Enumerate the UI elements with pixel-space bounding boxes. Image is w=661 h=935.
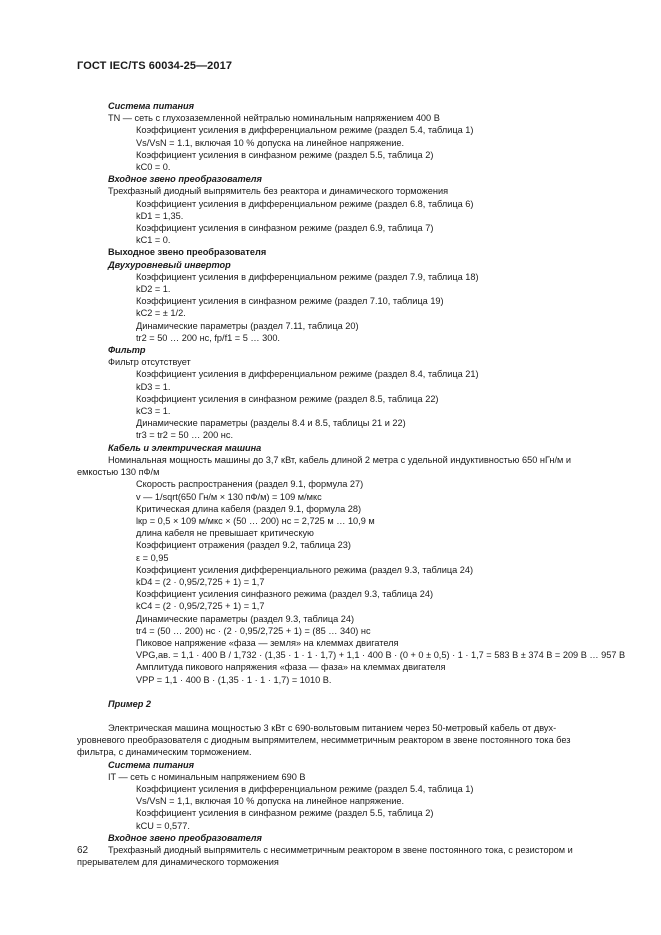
- text-line: TN — сеть с глухозаземленной нейтралью номинальным напряжением 400 В: [108, 113, 440, 124]
- section-heading: Система питания: [108, 101, 195, 111]
- text-line: Динамические параметры (раздел 7.11, таблица 20): [136, 320, 359, 331]
- section-heading: Входное звено преобразователя: [108, 174, 262, 185]
- text-line: емкостью 130 пФ/м: [77, 467, 160, 478]
- text-line: прерывателем для динамического торможения: [77, 857, 279, 868]
- text-line: lкр = 0,5 × 109 м/мкс × (50 … 200) нс = 2,725 м … 10,9 м: [136, 515, 375, 526]
- text-line: Коэффициент усиления в синфазном режиме (раздел 7.10, таблица 19): [136, 296, 444, 307]
- text-line: VPG,ав. = 1,1 · 400 В / 1,732 · (1,35 · 1 · 1 · 1,7) + 1,1 · 400 В · (0 + 0 ± 0,5) · 1 · 1,7 = 583 В ± 374 В = 209 В … 957 В: [136, 650, 626, 661]
- text-line: tr2 = 50 … 200 нс, fp/f1 = 5 … 300.: [136, 332, 280, 343]
- section-heading: Система питания: [108, 759, 195, 770]
- text-line: Коэффициент усиления в дифференциальном режиме (раздел 7.9, таблица 18): [136, 271, 479, 282]
- text-line: kD4 = (2 · 0,95/2,725 + 1) = 1,7: [136, 576, 265, 587]
- text-line: kC2 = ± 1/2.: [136, 308, 186, 319]
- text-line: kCU = 0,577.: [136, 820, 190, 831]
- text-line: kD3 = 1.: [136, 381, 171, 392]
- spacer: [77, 710, 617, 722]
- text-line: Коэффициент усиления в синфазном режиме (раздел 8.5, таблица 22): [136, 393, 439, 404]
- text-line: Фильтр отсутствует: [108, 357, 191, 368]
- text-line: Vs/VsN = 1.1, включая 10 % допуска на линейное напряжение.: [136, 137, 405, 148]
- text-line: Электрическая машина мощностью 3 кВт с 690-вольтовым питанием через 50-метровый кабель от двух-: [108, 722, 557, 733]
- text-line: VPP = 1,1 · 400 В · (1,35 · 1 · 1 · 1,7) = 1010 В.: [136, 674, 332, 685]
- text-line: IT — сеть с номинальным напряжением 690 В: [108, 771, 306, 782]
- text-line: Коэффициент усиления в дифференциальном режиме (раздел 5.4, таблица 1): [136, 783, 474, 794]
- section-heading: Пример 2: [108, 698, 152, 709]
- text-line: Трехфазный диодный выпрямитель с несимметричным реактором в звене постоянного тока, с резистором и: [108, 844, 573, 855]
- text-line: Коэффициент усиления в дифференциальном режиме (раздел 5.4, таблица 1): [136, 125, 474, 136]
- text-line: уровневого преобразователя с диодным выпрямителем, несимметричным реактором в звене постоянного тока без: [77, 735, 571, 746]
- page-number: 62: [77, 845, 89, 856]
- text-line: Коэффициент отражения (раздел 9.2, таблица 23): [136, 540, 351, 551]
- text-line: Коэффициент усиления синфазного режима (раздел 9.3, таблица 24): [136, 589, 434, 600]
- text-line: Трехфазный диодный выпрямитель без реактора и динамического торможения: [108, 186, 449, 197]
- text-line: tr3 = tr2 = 50 … 200 нс.: [136, 430, 233, 441]
- text-line: Коэффициент усиления в синфазном режиме (раздел 6.9, таблица 7): [136, 223, 434, 234]
- text-line: Амплитуда пикового напряжения «фаза — фаза» на клеммах двигателя: [136, 662, 446, 673]
- text-line: kD2 = 1.: [136, 284, 171, 295]
- text-line: ε = 0,95: [136, 552, 169, 563]
- text-line: Vs/VsN = 1,1, включая 10 % допуска на линейное напряжение.: [136, 796, 405, 807]
- text-line: Коэффициент усиления в синфазном режиме (раздел 5.5, таблица 2): [136, 149, 434, 160]
- text-line: kC0 = 0.: [136, 162, 171, 173]
- text-line: kC3 = 1.: [136, 406, 171, 417]
- text-line: длина кабеля не превышает критическую: [136, 528, 314, 539]
- document-body: [77, 100, 626, 868]
- text-line: Критическая длина кабеля (раздел 9.1, формула 28): [136, 503, 362, 514]
- spacer: [77, 686, 617, 698]
- section-heading: Кабель и электрическая машина: [108, 442, 262, 453]
- text-line: Коэффициент усиления дифференциального режима (раздел 9.3, таблица 24): [136, 564, 474, 575]
- text-line: tr4 = (50 … 200) нс · (2 · 0,95/2,725 + 1) = (85 … 340) нс: [136, 625, 371, 636]
- text-line: Динамические параметры (разделы 8.4 и 8.5, таблицы 21 и 22): [136, 418, 406, 429]
- text-line: Скорость распространения (раздел 9.1, формула 27): [136, 479, 364, 490]
- text-line: фильтра, с динамическим торможением.: [77, 747, 252, 758]
- text-line: Динамические параметры (раздел 9.3, таблица 24): [136, 613, 355, 624]
- section-heading: Выходное звено преобразователя: [108, 247, 267, 258]
- text-line: v — 1/sqrt(650 Гн/м × 130 пФ/м) = 109 м/мкс: [136, 491, 322, 502]
- text-line: Номинальная мощность машины до 3,7 кВт, кабель длиной 2 метра с удельной индуктивностью 650 нГн/м и: [108, 454, 572, 465]
- document-header: ГОСТ IEC/TS 60034-25—2017: [77, 60, 233, 72]
- text-line: Коэффициент усиления в дифференциальном режиме (раздел 8.4, таблица 21): [136, 369, 479, 380]
- section-heading: Двухуровневый инвертор: [108, 259, 231, 270]
- text-line: kD1 = 1,35.: [136, 210, 184, 221]
- section-heading: Входное звено преобразователя: [108, 832, 262, 843]
- text-line: Коэффициент усиления в дифференциальном режиме (раздел 6.8, таблица 6): [136, 198, 474, 209]
- section-heading: Фильтр: [108, 345, 146, 356]
- text-line: Пиковое напряжение «фаза — земля» на клеммах двигателя: [136, 637, 399, 648]
- text-line: kC1 = 0.: [136, 235, 171, 246]
- text-line: Коэффициент усиления в синфазном режиме (раздел 5.5, таблица 2): [136, 808, 434, 819]
- text-line: kC4 = (2 · 0,95/2,725 + 1) = 1,7: [136, 601, 265, 612]
